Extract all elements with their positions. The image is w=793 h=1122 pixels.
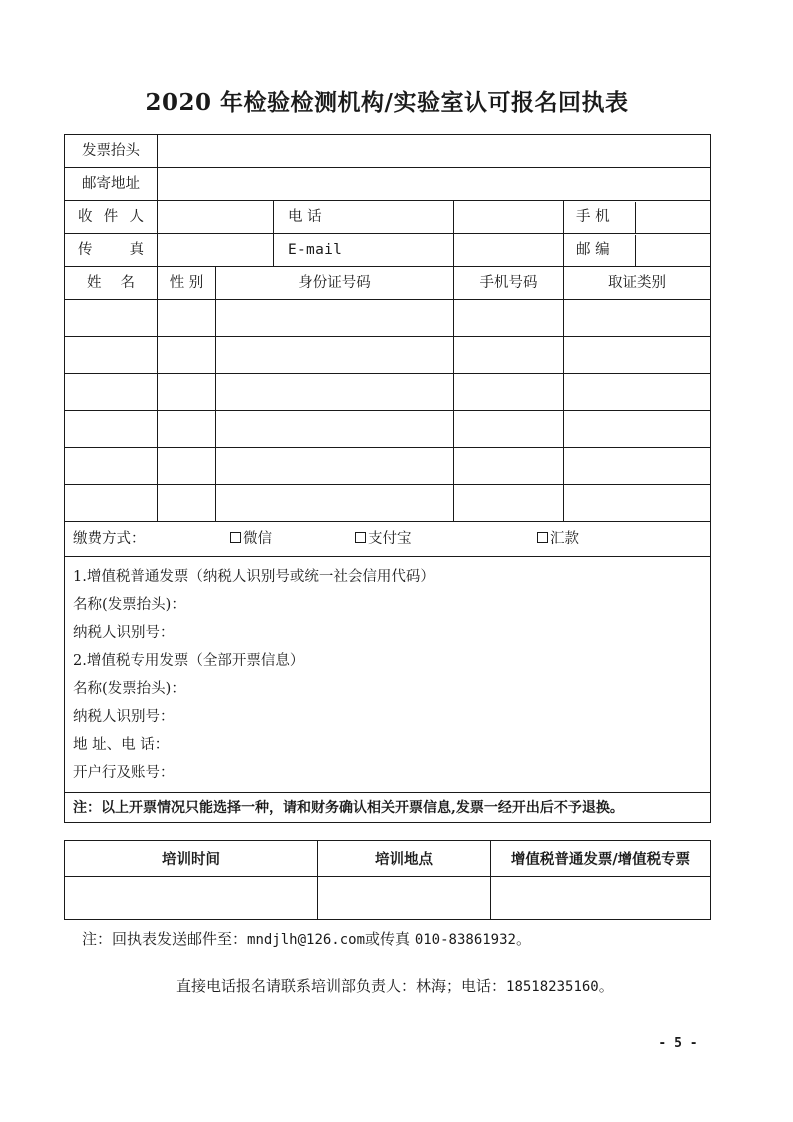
- footer-line2-prefix: 直接电话报名请联系培训部负责人：林海；电话：: [176, 977, 507, 995]
- column-header-cert-type: [564, 267, 711, 300]
- footer-note-email: [82, 928, 531, 951]
- footer-contact-phone: 18518235160: [506, 979, 599, 995]
- label-email: [274, 234, 454, 267]
- label-mobile: [564, 202, 636, 233]
- invoice-note-cell: [65, 793, 711, 823]
- label-text: 手 机: [576, 209, 610, 225]
- cell-gender[interactable]: [158, 374, 216, 411]
- label-text: 收件人: [78, 209, 144, 225]
- payment-option-remittance[interactable]: [537, 530, 579, 548]
- invoice-info-cell: [65, 557, 711, 793]
- invoice-info-row: [65, 557, 711, 793]
- invoice-line-special-bank-account[interactable]: 开户行及账号：: [73, 765, 175, 781]
- table-row: [65, 337, 711, 374]
- checkbox-icon[interactable]: [355, 532, 366, 543]
- cell-id-number[interactable]: [216, 448, 454, 485]
- cell-name[interactable]: [65, 337, 158, 374]
- header-text: 姓 名: [87, 275, 135, 291]
- invoice-line-general-taxid[interactable]: 纳税人识别号：: [73, 625, 175, 641]
- page-title: 2020 年检验检测机构/实验室认可报名回执表: [145, 89, 629, 116]
- field-invoice-title[interactable]: [158, 135, 711, 168]
- checkbox-icon[interactable]: [537, 532, 548, 543]
- cell-cert-type[interactable]: [564, 337, 711, 374]
- label-text: 电 话: [288, 209, 322, 225]
- column-header-training-time: 培训时间: [65, 841, 318, 877]
- header-text: 取证类别: [608, 275, 667, 291]
- field-mailing-address[interactable]: [158, 168, 711, 201]
- cell-id-number[interactable]: [216, 374, 454, 411]
- header-text: 性 别: [169, 275, 204, 291]
- invoice-line-special-address-phone[interactable]: 地 址、电 话：: [73, 737, 170, 753]
- footer-line2-suffix: 。: [598, 977, 614, 995]
- column-header-invoice-type: 增值税普通发票/增值税专票: [491, 841, 711, 877]
- invoice-line-special-name[interactable]: 名称(发票抬头)：: [73, 681, 186, 697]
- column-header-gender: [158, 267, 216, 300]
- field-mobile[interactable]: [636, 202, 710, 233]
- label-phone: [274, 201, 454, 234]
- label-text: E-mail: [288, 242, 343, 258]
- invoice-line-vat-general: 1.增值税普通发票（纳税人识别号或统一社会信用代码）: [73, 569, 435, 585]
- training-table-header-row: [65, 841, 711, 877]
- payment-method-label: 缴费方式：: [73, 531, 146, 547]
- label-recipient: [65, 201, 158, 234]
- cell-id-number[interactable]: [216, 337, 454, 374]
- payment-option-alipay[interactable]: [355, 530, 412, 548]
- payment-method-cell: [65, 522, 711, 557]
- cell-cert-type[interactable]: [564, 300, 711, 337]
- field-recipient[interactable]: [158, 201, 274, 234]
- table-row: [65, 135, 711, 168]
- header-text: 手机号码: [479, 275, 538, 291]
- payment-option-label: 微信: [243, 531, 272, 547]
- cell-name[interactable]: [65, 374, 158, 411]
- column-header-mobile-number: [454, 267, 564, 300]
- footer-note-suffix: 。: [515, 930, 531, 948]
- registration-main-table: [64, 134, 711, 823]
- cell-gender[interactable]: [158, 337, 216, 374]
- footer-note-middle: 或传真: [365, 930, 415, 948]
- invoice-line-special-taxid[interactable]: 纳税人识别号：: [73, 709, 175, 725]
- payment-option-label: 支付宝: [368, 531, 412, 547]
- footer-fax: 010-83861932: [414, 932, 516, 948]
- training-table: [64, 840, 711, 920]
- table-row: [65, 448, 711, 485]
- cell-mobile-number[interactable]: [454, 374, 564, 411]
- payment-method-row: [65, 522, 711, 557]
- field-postcode[interactable]: [636, 235, 710, 266]
- field-mobile-wrap: [564, 201, 711, 234]
- cell-mobile-number[interactable]: [454, 485, 564, 522]
- invoice-note-row: [65, 793, 711, 823]
- page-number: - 5 -: [658, 1036, 698, 1051]
- checkbox-icon[interactable]: [230, 532, 241, 543]
- cell-gender[interactable]: [158, 411, 216, 448]
- cell-name[interactable]: [65, 448, 158, 485]
- field-postcode-wrap: [564, 234, 711, 267]
- cell-id-number[interactable]: [216, 485, 454, 522]
- label-text: 邮寄地址: [82, 176, 140, 192]
- cell-gender[interactable]: [158, 485, 216, 522]
- label-invoice-title: [65, 135, 158, 168]
- table-row: [65, 300, 711, 337]
- field-phone[interactable]: [454, 201, 564, 234]
- label-postcode: [564, 235, 636, 266]
- cell-mobile-number[interactable]: [454, 411, 564, 448]
- cell-gender[interactable]: [158, 300, 216, 337]
- table-row: [65, 168, 711, 201]
- cell-id-number[interactable]: [216, 411, 454, 448]
- person-table-header-row: [65, 267, 711, 300]
- payment-option-wechat[interactable]: [230, 530, 272, 548]
- field-fax[interactable]: [158, 234, 274, 267]
- footer-email: mndjlh@126.com: [247, 932, 366, 948]
- cell-name[interactable]: [65, 485, 158, 522]
- cell-cert-type[interactable]: [564, 485, 711, 522]
- cell-gender[interactable]: [158, 448, 216, 485]
- cell-mobile-number[interactable]: [454, 448, 564, 485]
- invoice-line-general-name[interactable]: 名称(发票抬头)：: [73, 597, 186, 613]
- label-text: 发票抬头: [82, 143, 140, 159]
- table-row: [65, 877, 711, 920]
- cell-id-number[interactable]: [216, 300, 454, 337]
- cell-training-time[interactable]: [65, 877, 318, 920]
- table-row: [65, 201, 711, 234]
- invoice-note-text: 注：以上开票情况只能选择一种，请和财务确认相关开票信息,发票一经开出后不予退换。: [73, 799, 624, 816]
- column-header-id-number: [216, 267, 454, 300]
- payment-option-label: 汇款: [550, 531, 579, 547]
- footer-note-phone: [176, 975, 614, 998]
- footer-note-prefix: 注：回执表发送邮件至：: [82, 930, 248, 948]
- column-header-training-location: 培训地点: [318, 841, 491, 877]
- cell-cert-type[interactable]: [564, 448, 711, 485]
- label-text: 邮 编: [576, 242, 610, 258]
- field-email[interactable]: [454, 234, 564, 267]
- label-mailing-address: [65, 168, 158, 201]
- column-header-name: [65, 267, 158, 300]
- table-row: [65, 234, 711, 267]
- cell-cert-type[interactable]: [564, 374, 711, 411]
- cell-training-location[interactable]: [318, 877, 491, 920]
- table-row: [65, 411, 711, 448]
- invoice-line-vat-special: 2.增值税专用发票（全部开票信息）: [73, 653, 305, 669]
- cell-name[interactable]: [65, 411, 158, 448]
- label-text: 传 真: [78, 242, 144, 258]
- header-text: 身份证号码: [298, 275, 371, 291]
- cell-cert-type[interactable]: [564, 411, 711, 448]
- label-fax: [65, 234, 158, 267]
- table-row: [65, 485, 711, 522]
- cell-name[interactable]: [65, 300, 158, 337]
- cell-mobile-number[interactable]: [454, 337, 564, 374]
- cell-mobile-number[interactable]: [454, 300, 564, 337]
- cell-invoice-type[interactable]: [491, 877, 711, 920]
- table-row: [65, 374, 711, 411]
